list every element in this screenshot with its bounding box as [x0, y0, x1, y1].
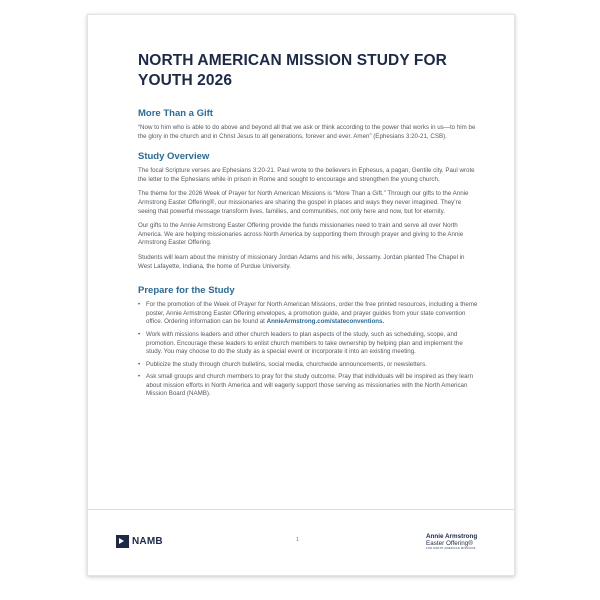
document-page: [87, 14, 515, 576]
list-item: [138, 301, 478, 327]
list-item: [138, 361, 478, 370]
title-line-1: NORTH AMERICAN MISSION STUDY FOR: [138, 52, 447, 69]
prepare-list: [138, 301, 478, 399]
bullet-icon: •: [138, 301, 141, 309]
section-heading-more-than-a-gift: More Than a Gift: [138, 108, 213, 119]
state-conventions-link[interactable]: AnnieArmstrong.com/stateconventions.: [266, 318, 385, 326]
title-line-2: YOUTH 2026: [138, 72, 233, 89]
overview-paragraph-3: Our gifts to the Annie Armstrong Easter Offering provide the funds missionaries need to train and serve all over North America. We are helping missionaries across North America by supporting them through prayer and giving to the Annie Armstrong Easter Offering.: [138, 222, 464, 247]
namb-logo: [116, 535, 163, 548]
aa-logo-tagline: FOR NORTH AMERICAN MISSIONS: [426, 547, 476, 550]
section-heading-prepare: Prepare for the Study: [138, 285, 235, 297]
document-body: [138, 108, 478, 403]
annie-armstrong-logo: [426, 533, 490, 551]
bullet-icon: •: [138, 360, 141, 368]
section-heading-study-overview: Study Overview: [138, 151, 210, 163]
aa-logo-line-1: Annie Armstrong: [426, 533, 478, 540]
namb-logo-text: NAMB: [132, 536, 163, 547]
bullet-icon: •: [138, 373, 141, 381]
footer-divider: [88, 509, 514, 510]
list-item: [138, 373, 478, 399]
scripture-quote: “Now to him who is able to do above and beyond all that we ask or think according to the power that works in us—to him be the glory in the church and in Christ Jesus to all generations, forever and ever. Amen” (Ephesians 3:20-21, CSB).: [138, 124, 476, 140]
list-item-text: For the promotion of the Week of Prayer for North American Missions, order the free printed resources, including a theme poster, Annie Armstrong Easter Offering envelopes, a promotion guide, and prayer guides from your state convention office. Ordering information can be found at: [146, 301, 478, 326]
list-item: [138, 331, 478, 357]
namb-play-mark-icon: [116, 535, 129, 548]
bullet-icon: •: [138, 330, 141, 338]
document-title: [138, 51, 488, 91]
list-item-text: Work with missions leaders and other church leaders to plan aspects of the study, such as scheduling, scope, and promotion. Encourage these leaders to enlist church members to take ownership by helping plan and implement the study. You may choose to do the study as a special event or incorporate it into an existing meeting.: [146, 330, 463, 356]
overview-paragraph-1: The focal Scripture verses are Ephesians 3:20-21. Paul wrote to the believers in Ephesus, a pagan, Gentile city. Paul wrote the letter to the Ephesians while in prison in Rome and sought to encourage and strengthen the young church.: [138, 167, 475, 183]
page-number: 1: [296, 537, 300, 543]
aa-logo-line-2: Easter Offering®: [426, 540, 473, 547]
overview-paragraph-2: The theme for the 2026 Week of Prayer for North American Missions is “More Than a Gift.” Through our gifts to the Annie Armstrong Easter Offering®, our missionaries are sharing the gospel in places and ways they never imagined. They’re seeing that powerful message transform lives, families, and communities, not only here and now, but for eternity.: [138, 190, 469, 215]
list-item-text: Publicize the study through church bulletins, social media, churchwide announcements, or newsletters.: [146, 360, 427, 368]
list-item-text: Ask small groups and church members to pray for the study outcome. Pray that individuals will be inspired as they learn about mission efforts in North America and will eagerly support those serving as missionaries with the North American Mission Board (NAMB).: [146, 373, 474, 398]
overview-paragraph-4: Students will learn about the ministry of missionary Jordan Adams and his wife, Jessamy. Jordan planted The Chapel in West Lafayette, Indiana, the home of Purdue University.: [138, 253, 465, 270]
